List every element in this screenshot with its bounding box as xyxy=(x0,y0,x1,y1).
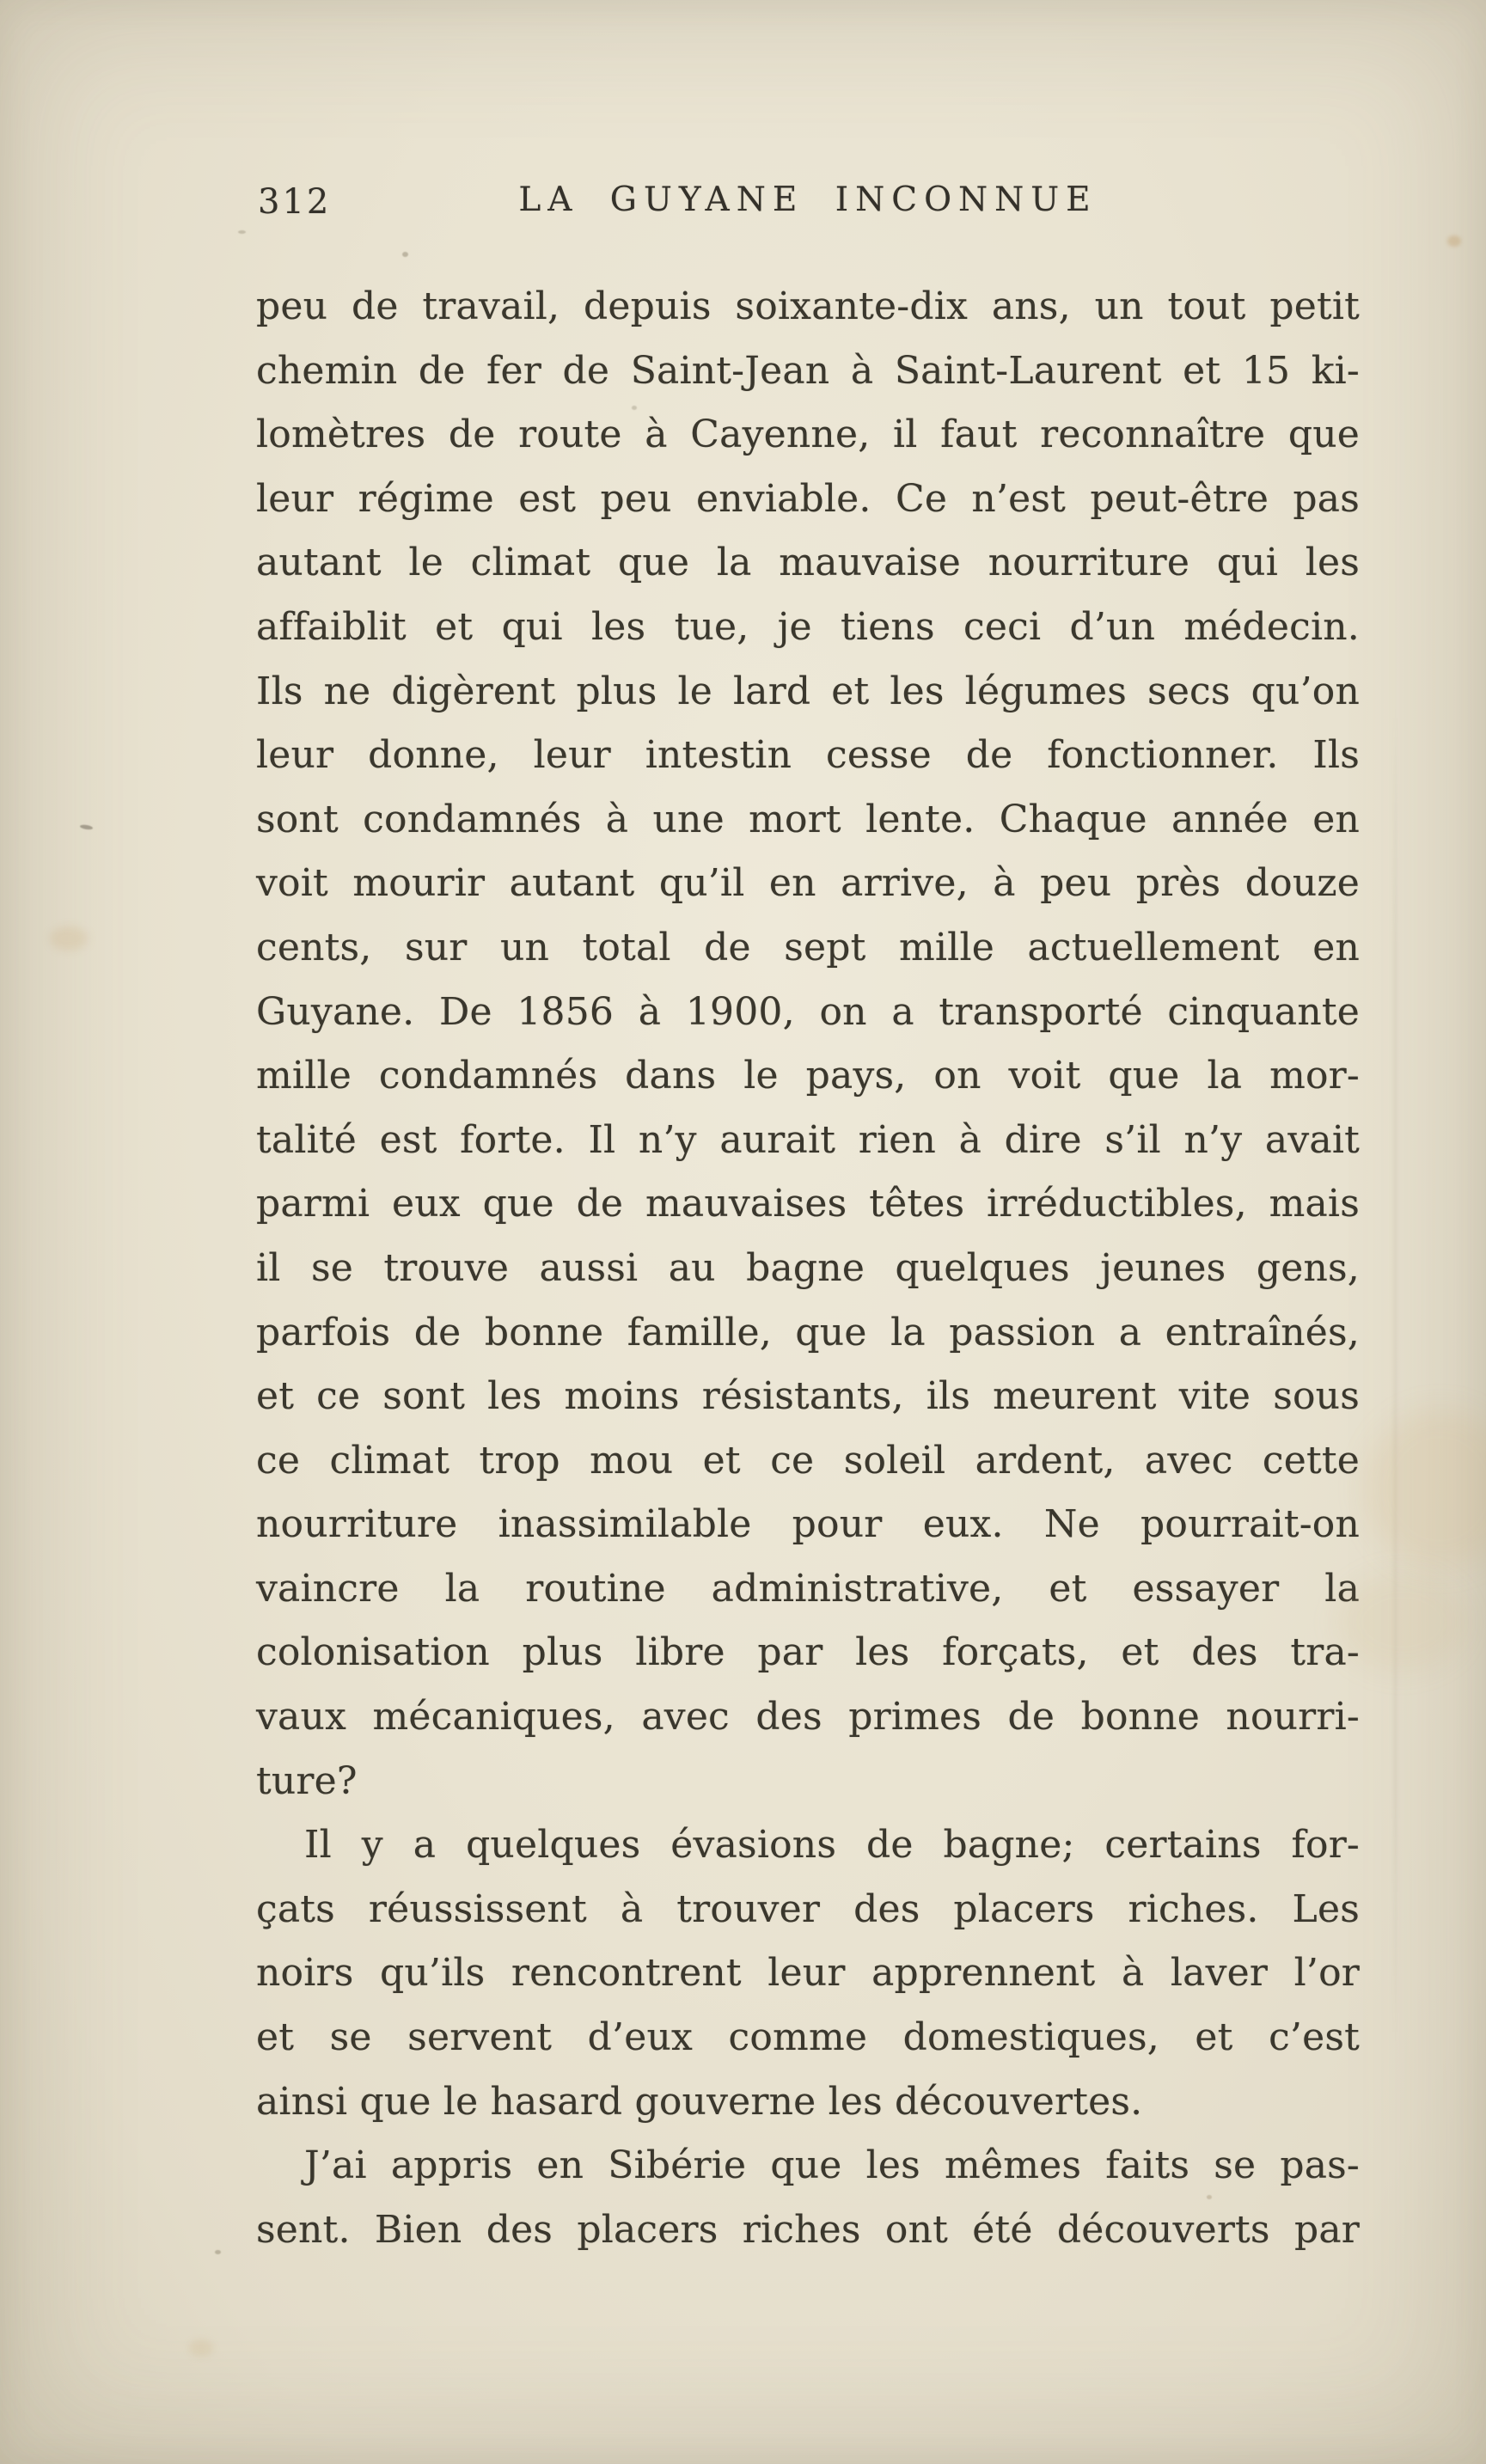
paper-speck xyxy=(238,230,246,234)
text-line: ainsi que le hasard gouverne les découvertes. xyxy=(256,2079,1143,2124)
text-line: voit mourir autant qu’il en arrive, à peu près douze xyxy=(256,861,1360,906)
text-line: Guyane. De 1856 à 1900, on a transporté cinquante xyxy=(256,989,1360,1034)
text-line: ture? xyxy=(256,1758,358,1803)
page-header xyxy=(256,179,1360,227)
text-line: il se trouve aussi au bagne quelques jeunes gens, xyxy=(256,1245,1360,1290)
text-line: Ils ne digèrent plus le lard et les légumes secs qu’on xyxy=(256,669,1360,713)
paper-speck xyxy=(215,2250,221,2254)
text-line: sont condamnés à une mort lente. Chaque année en xyxy=(256,797,1360,841)
paper-speck xyxy=(402,252,408,257)
paper-speck xyxy=(80,824,94,830)
text-line: leur donne, leur intestin cesse de fonctionner. Ils xyxy=(256,733,1360,778)
text-line: sent. Bien des placers riches ont été découverts par xyxy=(256,2207,1360,2252)
text-line: parmi eux que de mauvaises têtes irréductibles, mais xyxy=(256,1182,1360,1226)
text-line: et ce sont les moins résistants, ils meurent vite sous xyxy=(256,1374,1360,1419)
text-line: talité est forte. Il n’y aurait rien à dire s’il n’y avait xyxy=(256,1117,1360,1162)
text-line: autant le climat que la mauvaise nourriture qui les xyxy=(256,541,1360,585)
text-line: çats réussissent à trouver des placers riches. Les xyxy=(256,1886,1360,1931)
text-line: nourriture inassimilable pour eux. Ne pourrait-on xyxy=(256,1502,1360,1547)
text-line: cents, sur un total de sept mille actuellement en xyxy=(256,925,1360,969)
text-line: et se servent d’eux comme domestiques, et c’est xyxy=(256,2015,1360,2060)
text-line: Il y a quelques évasions de bagne; certains for- xyxy=(304,1823,1360,1868)
text-line: J’ai appris en Sibérie que les mêmes faits se pas- xyxy=(304,2143,1360,2188)
text-line: lomètres de route à Cayenne, il faut reconnaître que xyxy=(256,413,1360,457)
running-title: LA GUYANE INCONNUE xyxy=(518,180,1098,219)
text-line: colonisation plus libre par les forçats, et des tra- xyxy=(256,1630,1360,1675)
text-line: mille condamnés dans le pays, on voit que la mor- xyxy=(256,1054,1360,1098)
paper-stain xyxy=(1447,235,1461,247)
text-block xyxy=(256,275,1360,2262)
paper-stain xyxy=(189,2339,213,2357)
text-line: ce climat trop mou et ce soleil ardent, avec cette xyxy=(256,1438,1360,1483)
paper-stain xyxy=(50,926,88,951)
text-line: vaincre la routine administrative, et essayer la xyxy=(256,1566,1360,1611)
paper-stain xyxy=(1365,1409,1486,1568)
text-line: chemin de fer de Saint-Jean à Saint-Laurent et 15 ki- xyxy=(256,348,1360,393)
text-line: vaux mécaniques, avec des primes de bonne nourri- xyxy=(256,1695,1360,1739)
text-line: noirs qu’ils rencontrent leur apprennent à laver l’or xyxy=(256,1951,1360,1996)
paper-crease xyxy=(1394,705,1397,2045)
text-line: peu de travail, depuis soixante-dix ans, un tout petit xyxy=(256,284,1360,328)
text-line: affaiblit et qui les tue, je tiens ceci d’un médecin. xyxy=(256,604,1360,649)
text-line: leur régime est peu enviable. Ce n’est peut-être pas xyxy=(256,476,1360,521)
page-number: 312 xyxy=(258,182,332,222)
text-line: parfois de bonne famille, que la passion a entraînés, xyxy=(256,1310,1360,1354)
